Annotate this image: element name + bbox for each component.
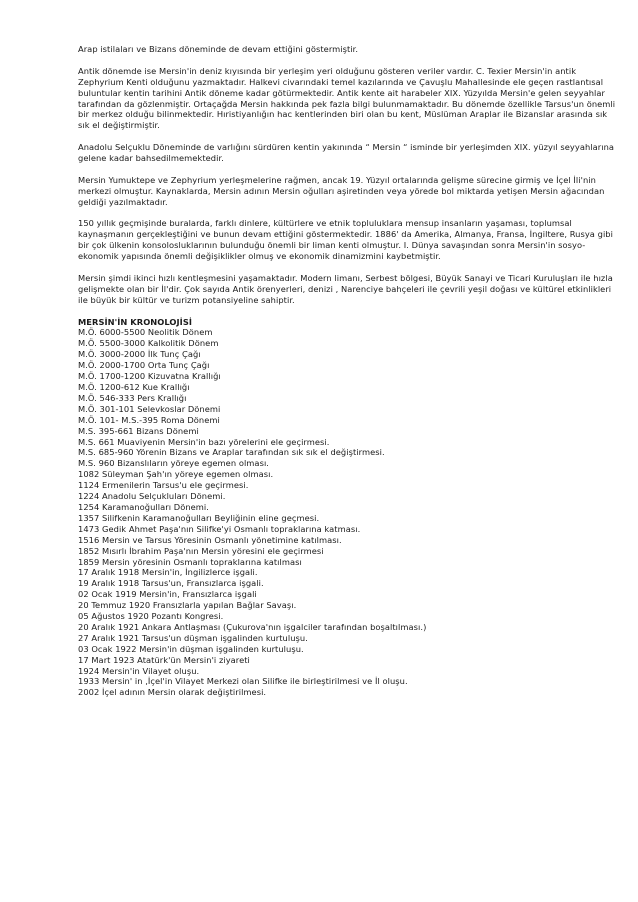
chronology-entry: M.Ö. 5500-3000 Kalkolitik Dönem [78, 338, 219, 349]
chronology-heading: MERSİN'İN KRONOLOJİSİ [78, 316, 192, 327]
document-page [78, 44, 618, 698]
chronology-entry: 19 Aralık 1918 Tarsus'un, Fransızlarca işgali. [78, 578, 264, 589]
chronology-list [78, 327, 618, 698]
chronology-entry: 1124 Ermenilerin Tarsus'u ele geçirmesi. [78, 480, 249, 491]
chronology-entry: M.Ö. 1200-612 Kue Krallığı [78, 382, 190, 392]
paragraph-150-years: 150 yıllık geçmişinde buralarda, farklı dinlere, kültürlere ve etnik topluluklara mensup insanların yaşaması, toplumsal kaynaşmanın gerçekleştiğini ve bunun devam ettiğini göstermektedir. 1886' da Amerika, Almanya, Fransa, İngiltere, Rusya gibi bir çok ülkenin konsolosluklarının bulunduğu önemli bir liman kenti olmuştur. I. Dünya savaşından sonra Mersin'in sosyo-ekonomik yapısında önemli değişiklikler olmuş ve ekonomik dinamizmini kaybetmiştir. [78, 218, 613, 262]
chronology-entry: M.Ö. 546-333 Pers Krallığı [78, 392, 187, 403]
chronology-entry: M.S. 960 Bizanslıların yöreye egemen olması. [78, 458, 269, 469]
chronology-entry: M.S. 395-661 Bizans Dönemi [78, 425, 199, 436]
paragraph-seljuk: Anadolu Selçuklu Döneminde de varlığını sürdüren kentin yakınında “ Mersin “ isminde bir yerleşimden XIX. yüzyıl seyyahlarına gelene kadar bahsedilmemektedir. [78, 142, 615, 164]
chronology-entry: 17 Mart 1923 Atatürk'ün Mersin'i ziyareti [78, 654, 250, 665]
chronology-entry: 1357 Silifkenin Karamanoğulları Beyliğinin eline geçmesi. [78, 512, 320, 523]
chronology-entry: 1852 Mısırlı İbrahim Paşa'nın Mersin yöresini ele geçirmesi [78, 545, 324, 556]
chronology-entry: 20 Aralık 1921 Ankara Antlaşması (Çukurova'nın işgalciler tarafından boşaltılması.) [78, 621, 427, 632]
chronology-entry: 02 Ocak 1919 Mersin'in, Fransızlarca işgali [78, 589, 257, 600]
chronology-entry: 27 Aralık 1921 Tarsus'un düşman işgalinden kurtuluşu. [78, 632, 308, 643]
chronology-entry: M.Ö. 6000-5500 Neolitik Dönem [78, 327, 213, 338]
chronology-entry: 1473 Gedik Ahmet Paşa'nın Silifke'yi Osmanlı topraklarına katması. [78, 523, 361, 534]
chronology-entry: 2002 İçel adının Mersin olarak değiştirilmesi. [78, 687, 267, 698]
chronology-entry: 05 Ağustos 1920 Pozantı Kongresi. [78, 611, 224, 622]
chronology-entry: M.Ö. 3000-2000 İlk Tunç Çağı [78, 349, 201, 360]
chronology-entry: M.S. 685-960 Yörenin Bizans ve Araplar tarafından sık sık el değiştirmesi. [78, 447, 385, 458]
chronology-entry: M.Ö. 301-101 Selevkoslar Dönemi [78, 403, 221, 414]
chronology-entry: 1924 Mersin'in Vilayet oluşu. [78, 665, 200, 676]
chronology-entry: 17 Aralık 1918 Mersin'in, İngilizlerce işgali. [78, 567, 258, 578]
chronology-entry: 1933 Mersin' in ,İçel'in Vilayet Merkezi olan Silifke ile birleştirilmesi ve İl oluşu. [78, 676, 408, 687]
chronology-entry: 1254 Karamanoğulları Dönemi. [78, 501, 209, 512]
chronology-entry: 1082 Süleyman Şah'ın yöreye egemen olması. [78, 469, 274, 480]
chronology-entry: M.Ö. 2000-1700 Orta Tunç Çağı [78, 360, 210, 371]
paragraph-yumuktepe: Mersin Yumuktepe ve Zephyrium yerleşmelerine rağmen, ancak 19. Yüzyıl ortalarında gelişme sürecine girmiş ve İçel İli'nin merkezi olmuştur. Kaynaklarda, Mersin adının Mersin oğulları aşiretinden veya yörede bol miktarda yetişen Mersin ağacından geldiği yazılmaktadır. [78, 174, 605, 207]
chronology-entry: 20 Temmuz 1920 Fransızlarla yapılan Bağlar Savaşı. [78, 600, 297, 611]
chronology-entry: 1859 Mersin yöresinin Osmanlı topraklarına katılması [78, 556, 302, 567]
chronology-entry: M.Ö. 101- M.S.-395 Roma Dönemi [78, 414, 220, 425]
chronology-entry: M.S. 661 Muaviyenin Mersin'in bazı yörelerini ele geçirmesi. [78, 436, 330, 447]
chronology-entry: 1224 Anadolu Selçukluları Dönemi. [78, 491, 226, 502]
paragraph-intro: Arap istilaları ve Bizans döneminde de devam ettiğini göstermiştir. [78, 44, 359, 54]
paragraph-modern-mersin: Mersin şimdi ikinci hızlı kentleşmesini yaşamaktadır. Modern limanı, Serbest bölgesi, Büyük Sanayi ve Ticari Kuruluşları ile hızla gelişmekte olan bir İl'dir. Çok sayıda Antik örenyerleri, denizi , Narenciye bahçeleri ile çevrili yeşil doğası ve kültürel etkinlikleri ile büyük bir kültür ve turizm potansiyeline sahiptir. [78, 272, 613, 305]
chronology-entry: 1516 Mersin ve Tarsus Yöresinin Osmanlı yönetimine katılması. [78, 534, 342, 545]
chronology-entry: 03 Ocak 1922 Mersin'in düşman işgalinden kurtuluşu. [78, 643, 304, 654]
paragraph-antiquity: Antik dönemde ise Mersin'in deniz kıyısında bir yerleşim yeri olduğunu gösteren veriler vardır. C. Texier Mersin'in antik Zephyrium Kenti olduğunu yazmaktadır. Halkevi civarındaki temel kazılarında ve Çavuşlu Mahallesinde ele geçen rastlantısal buluntular kentin tarihini Antik döneme kadar götürmektedir. Antik kente ait harabeler XIX. Yüzyılda Mersin'e gelen seyyahlar tarafından da gözlenmiştir. Ortaçağda Mersin hakkında pek fazla bilgi bulunmamaktadır. Bu dönemde özellikle Tarsus'un önemli bir merkez olduğu bilinmektedir. Hıristiyanlığın hac kentlerinden biri olan bu kent, Müslüman Araplar ile Bizanslar arasında sık sık el değiştirmiştir. [78, 65, 616, 131]
chronology-entry: M.Ö. 1700-1200 Kizuvatna Krallığı [78, 371, 221, 382]
